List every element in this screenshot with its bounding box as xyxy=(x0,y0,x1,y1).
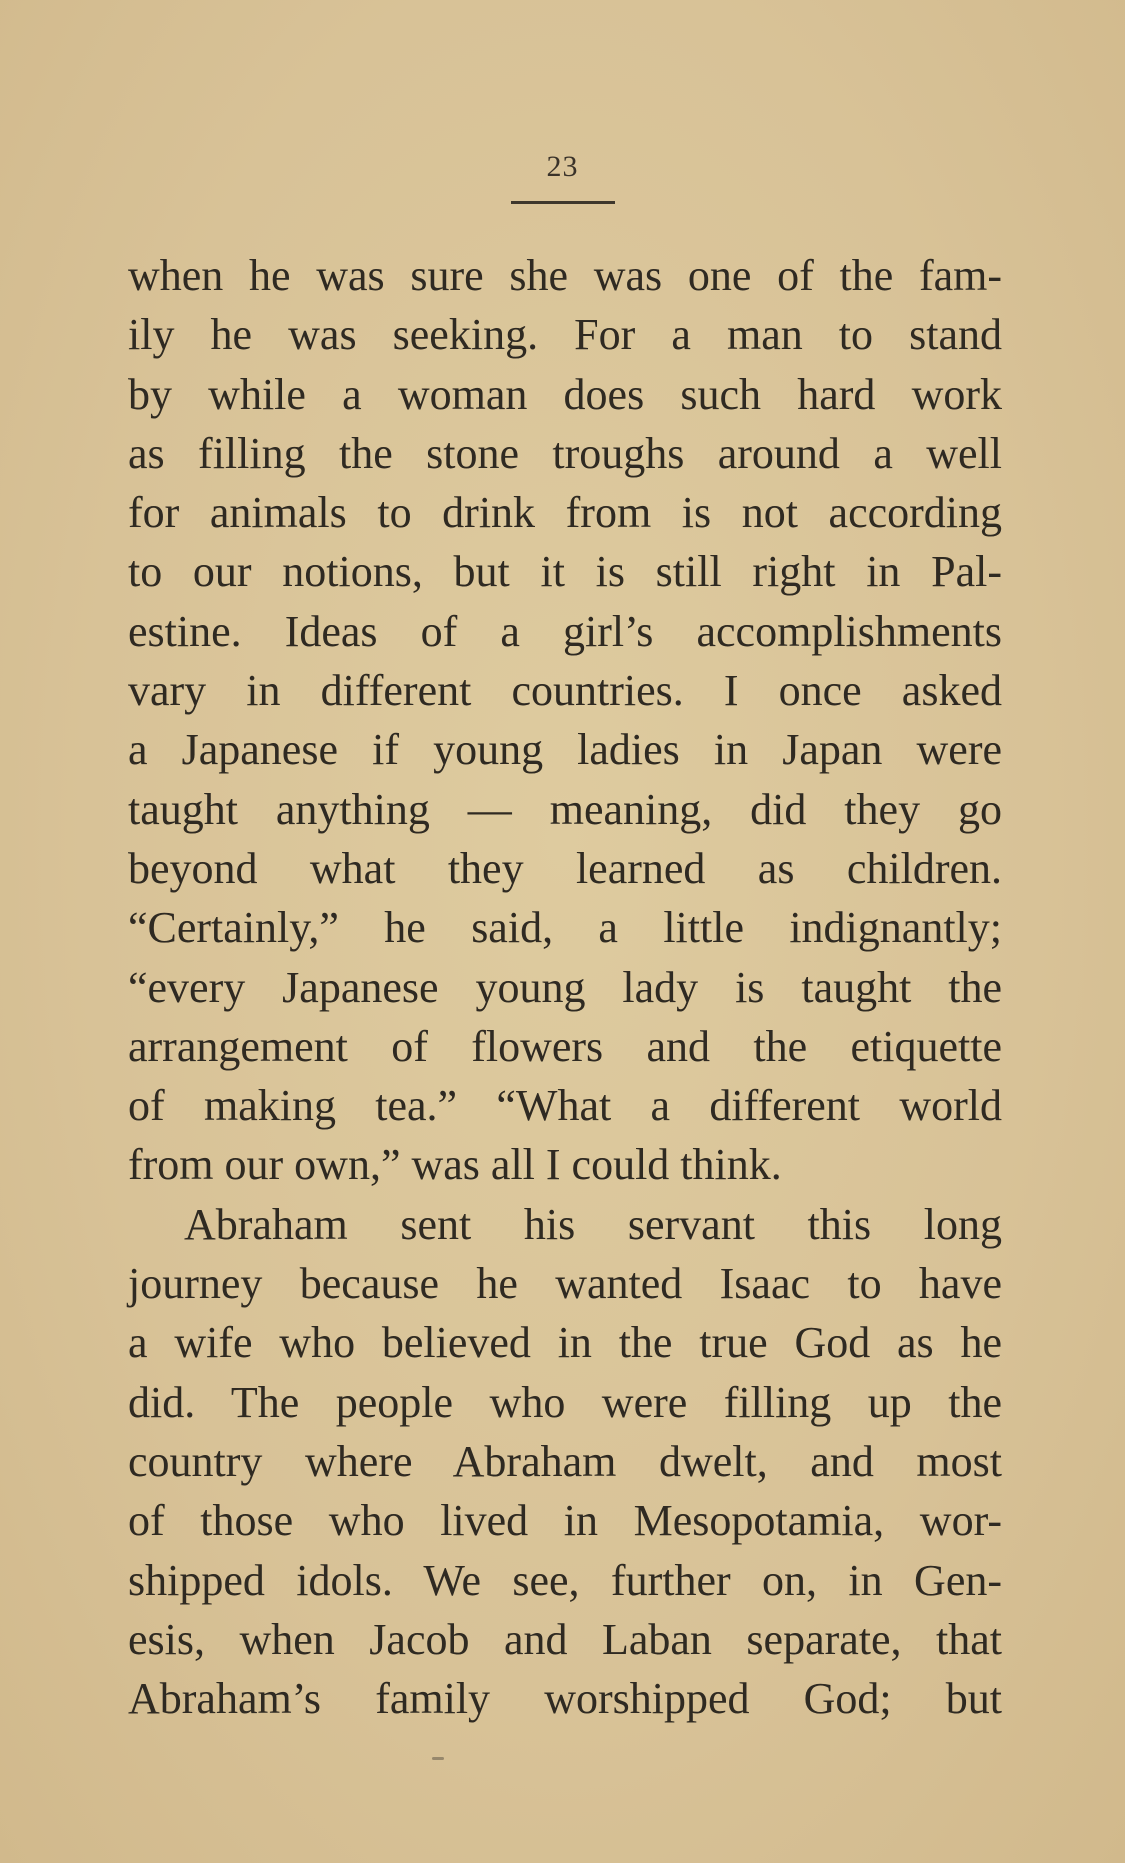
body-text xyxy=(128,246,1002,1728)
text-line: did. The people who were filling up the xyxy=(128,1377,1002,1427)
text-line: arrangement of flowers and the etiquette xyxy=(128,1021,1002,1071)
paragraph-start-line: Abraham sent his servant this long xyxy=(184,1199,1002,1249)
text-line: to our notions, but it is still right in Pal- xyxy=(128,547,1002,597)
page-number: 23 xyxy=(546,150,579,183)
text-line: by while a woman does such hard work xyxy=(128,369,1002,419)
text-line: for animals to drink from is not according xyxy=(128,488,1002,538)
text-line: journey because he wanted Isaac to have xyxy=(128,1259,1002,1309)
text-line: a wife who believed in the true God as he xyxy=(128,1318,1002,1368)
ink-speck xyxy=(432,1757,444,1760)
text-line: estine. Ideas of a girl’s accomplishments xyxy=(128,606,1002,656)
text-line: of those who lived in Mesopotamia, wor- xyxy=(128,1496,1002,1546)
text-line: taught anything — meaning, did they go xyxy=(128,784,1002,834)
text-line: country where Abraham dwelt, and most xyxy=(128,1436,1002,1486)
text-line: shipped idols. We see, further on, in Gen- xyxy=(128,1555,1002,1605)
page-number-rule xyxy=(511,201,615,204)
text-line: ily he was seeking. For a man to stand xyxy=(128,310,1002,360)
text-line: of making tea.” “What a different world xyxy=(128,1081,1002,1131)
text-line: when he was sure she was one of the fam- xyxy=(128,251,1002,300)
text-line: “Certainly,” he said, a little indignantly; xyxy=(128,903,1002,953)
text-line: beyond what they learned as children. xyxy=(128,843,1002,893)
text-line: esis, when Jacob and Laban separate, that xyxy=(128,1614,1002,1664)
text-line: a Japanese if young ladies in Japan were xyxy=(128,725,1002,775)
text-line: vary in different countries. I once asked xyxy=(128,666,1002,716)
paragraph-end-line: from our own,” was all I could think. xyxy=(128,1140,782,1190)
text-line: as filling the stone troughs around a well xyxy=(128,428,1002,478)
text-line: “every Japanese young lady is taught the xyxy=(128,962,1002,1012)
text-line: Abraham’s family worshipped God; but xyxy=(128,1674,1002,1724)
